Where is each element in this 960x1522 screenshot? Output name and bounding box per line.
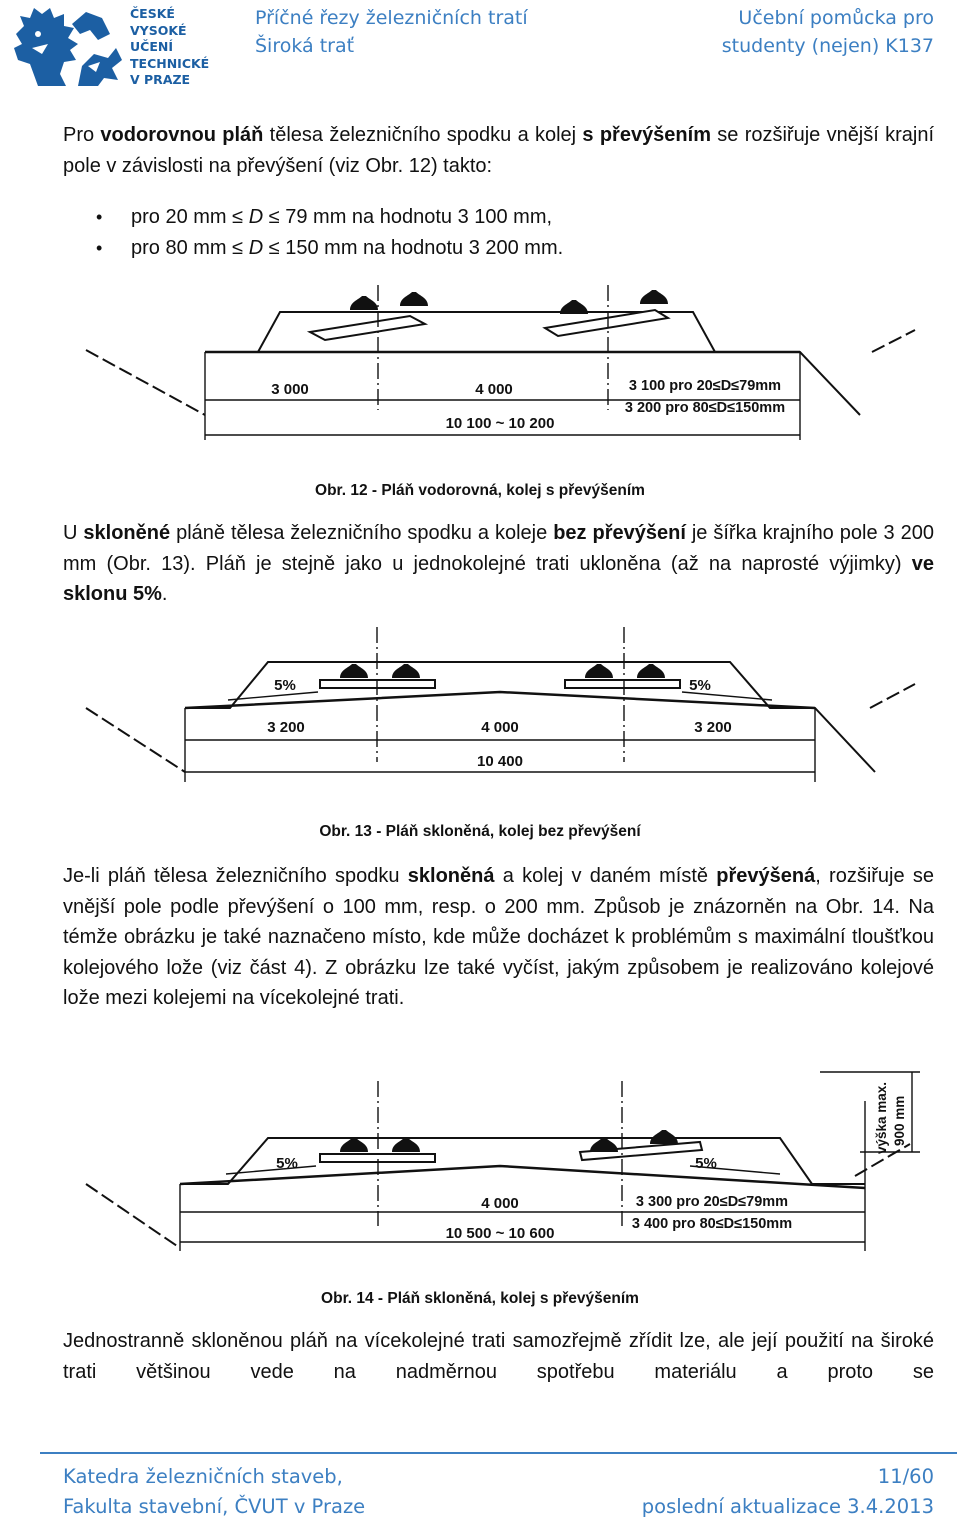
bold-text: skloněné bbox=[83, 522, 171, 544]
figure-12-caption: Obr. 12 - Pláň vodorovná, kolej s převýšením bbox=[315, 482, 645, 499]
text: pláně tělesa železničního spodku a koleje bbox=[170, 522, 554, 544]
university-name bbox=[130, 6, 209, 89]
dimension-label: 4 000 bbox=[481, 719, 519, 736]
text: Pro bbox=[63, 124, 101, 146]
text: tělesa železničního spodku a kolej bbox=[263, 124, 583, 146]
paragraph-3 bbox=[63, 861, 934, 1014]
list-item bbox=[63, 233, 563, 264]
university-line: VYSOKÉ bbox=[130, 22, 187, 38]
document-subtitle bbox=[722, 4, 934, 60]
dimension-label: 3 400 pro 80≤D≤150mm bbox=[631, 1216, 793, 1232]
slope-label-left: 5% bbox=[276, 1155, 298, 1172]
page-number: 11/60 bbox=[877, 1465, 934, 1488]
dimension-label: 4 000 bbox=[481, 1195, 519, 1212]
university-line: TECHNICKÉ bbox=[130, 55, 210, 71]
variable-d: D bbox=[248, 206, 264, 228]
bold-text: ve sklonu 5% bbox=[63, 552, 934, 605]
figure-13-caption: Obr. 13 - Pláň skloněná, kolej bez převýšení bbox=[319, 823, 641, 840]
height-label: výška max. bbox=[874, 1081, 889, 1154]
ctu-lion-logo-icon bbox=[8, 4, 126, 92]
dimension-label: 3 200 pro 80≤D≤150mm bbox=[624, 400, 786, 416]
dimension-label: 3 300 pro 20≤D≤79mm bbox=[635, 1194, 789, 1210]
text: Je-li pláň tělesa železničního spodku bbox=[63, 865, 408, 887]
total-width-label: 10 100 ~ 10 200 bbox=[445, 415, 555, 432]
text: se rozšiřuje vnější krajní pole v závislosti na převýšení (viz Obr. 12) takto: bbox=[63, 124, 935, 177]
total-width-label: 10 400 bbox=[477, 753, 523, 770]
university-line: ČESKÉ bbox=[130, 6, 175, 21]
variable-d: D bbox=[248, 236, 264, 259]
text: je šířka krajního pole 3 200 mm (Obr. 13). Pláň je stejně jako u jednokolejné trati ukloněna (až na naprosté výjimky) bbox=[63, 522, 934, 575]
page-header bbox=[0, 0, 960, 96]
text: Jednostranně skloněnou pláň na vícekolejné trati samozřejmě zřídit lze, ale její použití na široké trati většinou vede na nadměrnou spotřebu materiálu a proto se bbox=[63, 1330, 934, 1383]
footer-department: Katedra železničních staveb, bbox=[63, 1465, 343, 1488]
text: U bbox=[63, 522, 84, 544]
paragraph-1 bbox=[63, 120, 934, 181]
bold-text: převýšená bbox=[716, 865, 816, 887]
dimension-label: 3 100 pro 20≤D≤79mm bbox=[628, 378, 782, 394]
bold-text: vodorovnou pláň bbox=[100, 124, 264, 146]
figure-14-cross-section bbox=[0, 1066, 960, 1256]
document-title-line2: Široká trať bbox=[255, 35, 355, 57]
document-subtitle-line2: studenty (nejen) K137 bbox=[721, 35, 934, 57]
university-line: UČENÍ bbox=[130, 39, 173, 54]
bold-text: skloněná bbox=[407, 865, 495, 887]
text: a kolej v daném místě bbox=[494, 865, 717, 887]
document-title-line1: Příčné řezy železničních tratí bbox=[255, 7, 528, 29]
footer-faculty: Fakulta stavební, ČVUT v Praze bbox=[63, 1495, 366, 1518]
text: ≤ 150 mm na hodnotu 3 200 mm. bbox=[263, 236, 564, 259]
height-label: 900 mm bbox=[892, 1095, 907, 1146]
university-line: V PRAZE bbox=[130, 72, 191, 87]
text: ≤ 79 mm na hodnotu 3 100 mm, bbox=[263, 206, 553, 228]
footer-rule bbox=[40, 1452, 957, 1454]
text: pro 80 mm ≤ bbox=[131, 236, 249, 259]
figure-14-caption: Obr. 14 - Pláň skloněná, kolej s převýšením bbox=[321, 1290, 639, 1307]
last-updated: poslední aktualizace 3.4.2013 bbox=[641, 1495, 934, 1518]
dimension-label: 3 200 bbox=[694, 719, 732, 736]
dimension-label: 4 000 bbox=[475, 381, 513, 398]
list-item bbox=[63, 202, 563, 233]
paragraph-2 bbox=[63, 518, 934, 610]
document-subtitle-line1: Učební pomůcka pro bbox=[738, 7, 934, 29]
text: . bbox=[161, 583, 168, 605]
text: , rozšiřuje se vnější pole podle převýšení o 100 mm, resp. o 200 mm. Způsob je znázorněn na Obr. 14. Na témže obrázku je také naznačeno místo, kde může docházet k problémům s maximální tloušťkou kolejového lože (viz část 4). Z obrázku lze také vyčíst, jakým způsobem je realizováno kolejové lože mezi kolejemi na vícekolejné trati. bbox=[63, 865, 934, 1009]
figure-12-cross-section bbox=[0, 280, 960, 450]
total-width-label: 10 500 ~ 10 600 bbox=[445, 1225, 555, 1242]
slope-label-right: 5% bbox=[689, 677, 711, 694]
bold-text: bez převýšení bbox=[553, 522, 686, 544]
paragraph-4 bbox=[63, 1326, 934, 1387]
footer-left bbox=[63, 1462, 365, 1522]
text: pro 20 mm ≤ bbox=[131, 206, 249, 228]
document-title bbox=[255, 4, 528, 60]
bold-text: s převýšením bbox=[582, 124, 711, 146]
slope-label-left: 5% bbox=[274, 677, 296, 694]
dimension-label: 3 000 bbox=[271, 381, 309, 398]
dimension-label: 3 200 bbox=[267, 719, 305, 736]
bullet-list bbox=[63, 202, 563, 263]
figure-13-cross-section bbox=[0, 622, 960, 792]
footer-right bbox=[642, 1462, 934, 1522]
slope-label-right: 5% bbox=[695, 1155, 717, 1172]
